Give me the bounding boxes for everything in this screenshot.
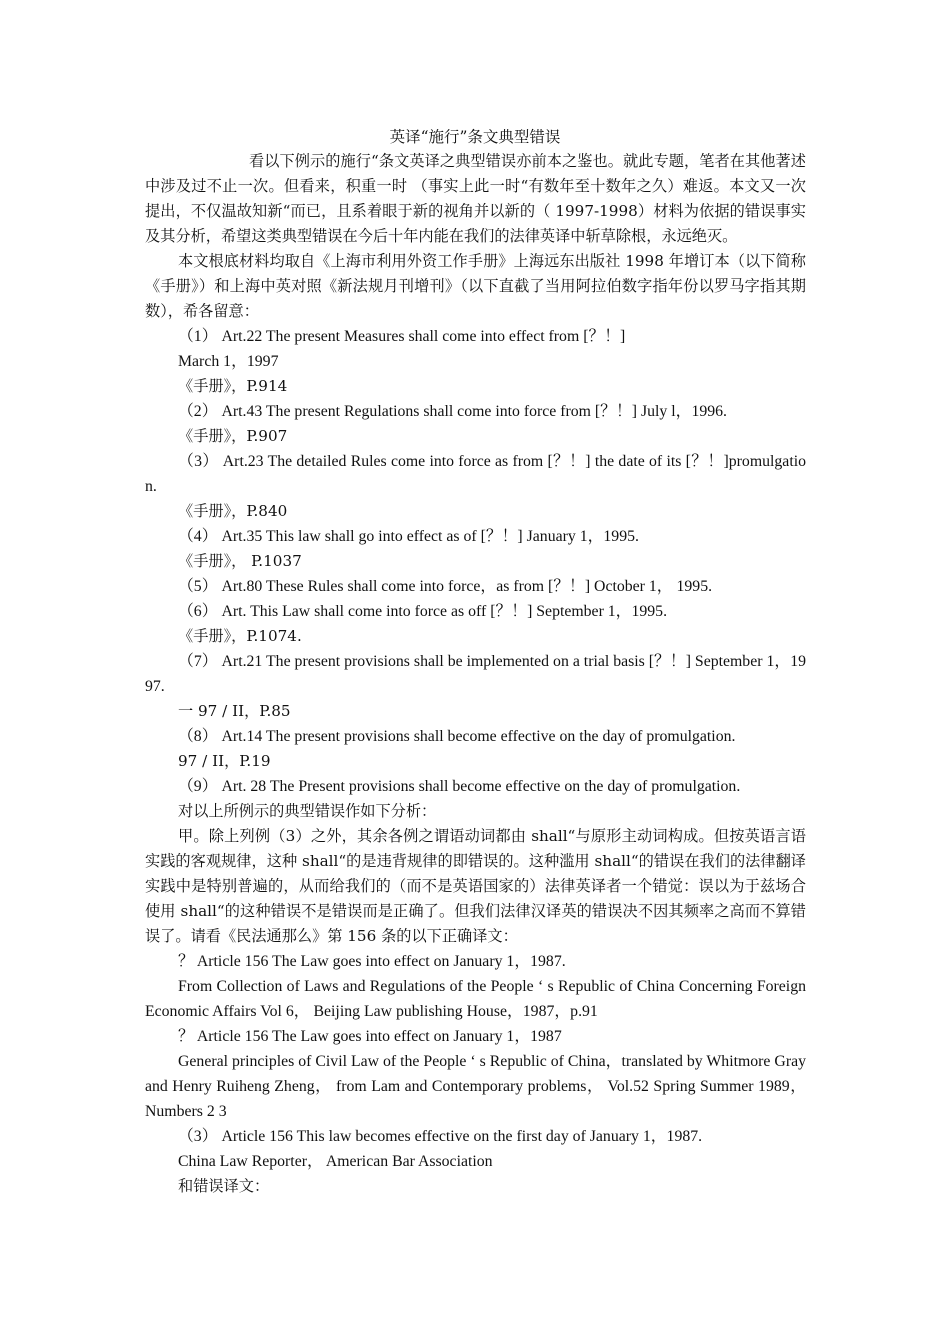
example-1-date: March 1，1997 <box>178 353 279 370</box>
example-7-source: 一 97 / II，P.85 <box>178 702 291 720</box>
document-title: 英译“施行”条文典型错误 <box>389 128 561 146</box>
example-4: （4） Art.35 This law shall go into effect as of [？！] January 1，1995. <box>178 528 639 545</box>
example-1: （1） Art.22 The present Measures shall come into effect from [？！] <box>178 328 626 345</box>
example-8-source: 97 / II，P.19 <box>178 752 271 770</box>
example-3-source: 《手册》，P.840 <box>178 502 288 520</box>
example-2: （2） Art.43 The present Regulations shall come into force from [？！] July l，1996. <box>178 403 727 420</box>
example-6-source: 《手册》，P.1074. <box>178 627 302 645</box>
example-4-source: 《手册》， P.1037 <box>178 552 302 570</box>
example-2-source: 《手册》，P.907 <box>178 427 288 445</box>
example-9: （9） Art. 28 The Present provisions shall become effective on the day of promulgation. <box>178 778 741 795</box>
correct-translation-1: ？ Article 156 The Law goes into effect on January 1，1987. <box>178 953 566 970</box>
correct-translation-3: （3） Article 156 This law becomes effective on the first day of January 1，1987. <box>178 1128 703 1145</box>
example-1-source: 《手册》，P.914 <box>178 377 288 395</box>
example-7: （7） Art.21 The present provisions shall be implemented on a trial basis [？！] September 1，1997. <box>145 653 806 695</box>
example-5: （5） Art.80 These Rules shall come into force，as from [？！] October 1， 1995. <box>178 578 713 595</box>
intro-paragraph: 看以下例示的施行“条文英译之典型错误亦前本之鉴也。就此专题，笔者在其他著述中涉及过不止一次。但看来，积重一时 （事实上此一时“有数年至十数年之久）难返。本文又一次提出，不仅温故知新“而已，且系着眼于新的视角并以新的（ 1997-1998）材料为依据的错误事实及其分析，希望这类典型错误在今后十年内能在我们的法律英译中斩草除根，永远绝灭。 <box>145 152 806 245</box>
document-body <box>145 149 806 1199</box>
correct-translation-2: ？ Article 156 The Law goes into effect on January 1，1987 <box>178 1028 562 1045</box>
correct-translation-3-source: China Law Reporter， American Bar Association <box>178 1153 493 1170</box>
analysis-intro: 对以上所例示的典型错误作如下分析： <box>178 802 437 820</box>
example-6: （6） Art. This Law shall come into force as off [？！] September 1，1995. <box>178 603 668 620</box>
example-8: （8） Art.14 The present provisions shall become effective on the day of promulgation. <box>178 728 736 745</box>
correct-translation-2-source: General principles of Civil Law of the People ‘ s Republic of China，translated by Whitmore Gray and Henry Ruiheng Zheng， from Lam and Contemporary problems， Vol.52 Spring Summer 1989，Numbers 2 3 <box>145 1053 806 1120</box>
source-paragraph: 本文根底材料均取自《上海市利用外资工作手册》上海远东出版社 1998 年增订本（以下简称《手册》）和上海中英对照《新法规月刊增刊》（以下直截了当用阿拉伯数字指年份以罗马字指其期数），希各留意： <box>145 252 806 320</box>
analysis-paragraph: 甲。除上列例（3）之外，其余各例之谓语动词都由 shall“与原形主动词构成。但按英语言语实践的客观规律，这种 shall“的是违背规律的即错误的。这种滥用 shall“的错误在我们的法律翻译实践中是特别普遍的，从而给我们的（而不是英语国家的）法律英译者一个错觉：误以为于兹场合使用 shall“的这种错误不是错误而是正确了。但我们法律汉译英的错误决不因其频率之高而不算错误了。请看《民法通那么》第 156 条的以下正确译文： <box>145 827 806 945</box>
example-3: （3） Art.23 The detailed Rules come into force as from [？！] the date of its [？！]promulgation. <box>145 453 806 495</box>
correct-translation-1-source: From Collection of Laws and Regulations of the People ‘ s Republic of China Concerning Foreign Economic Affairs Vol 6， Beijing Law publishing House，1987，p.91 <box>145 978 806 1020</box>
wrong-translation-intro: 和错误译文： <box>178 1177 270 1195</box>
